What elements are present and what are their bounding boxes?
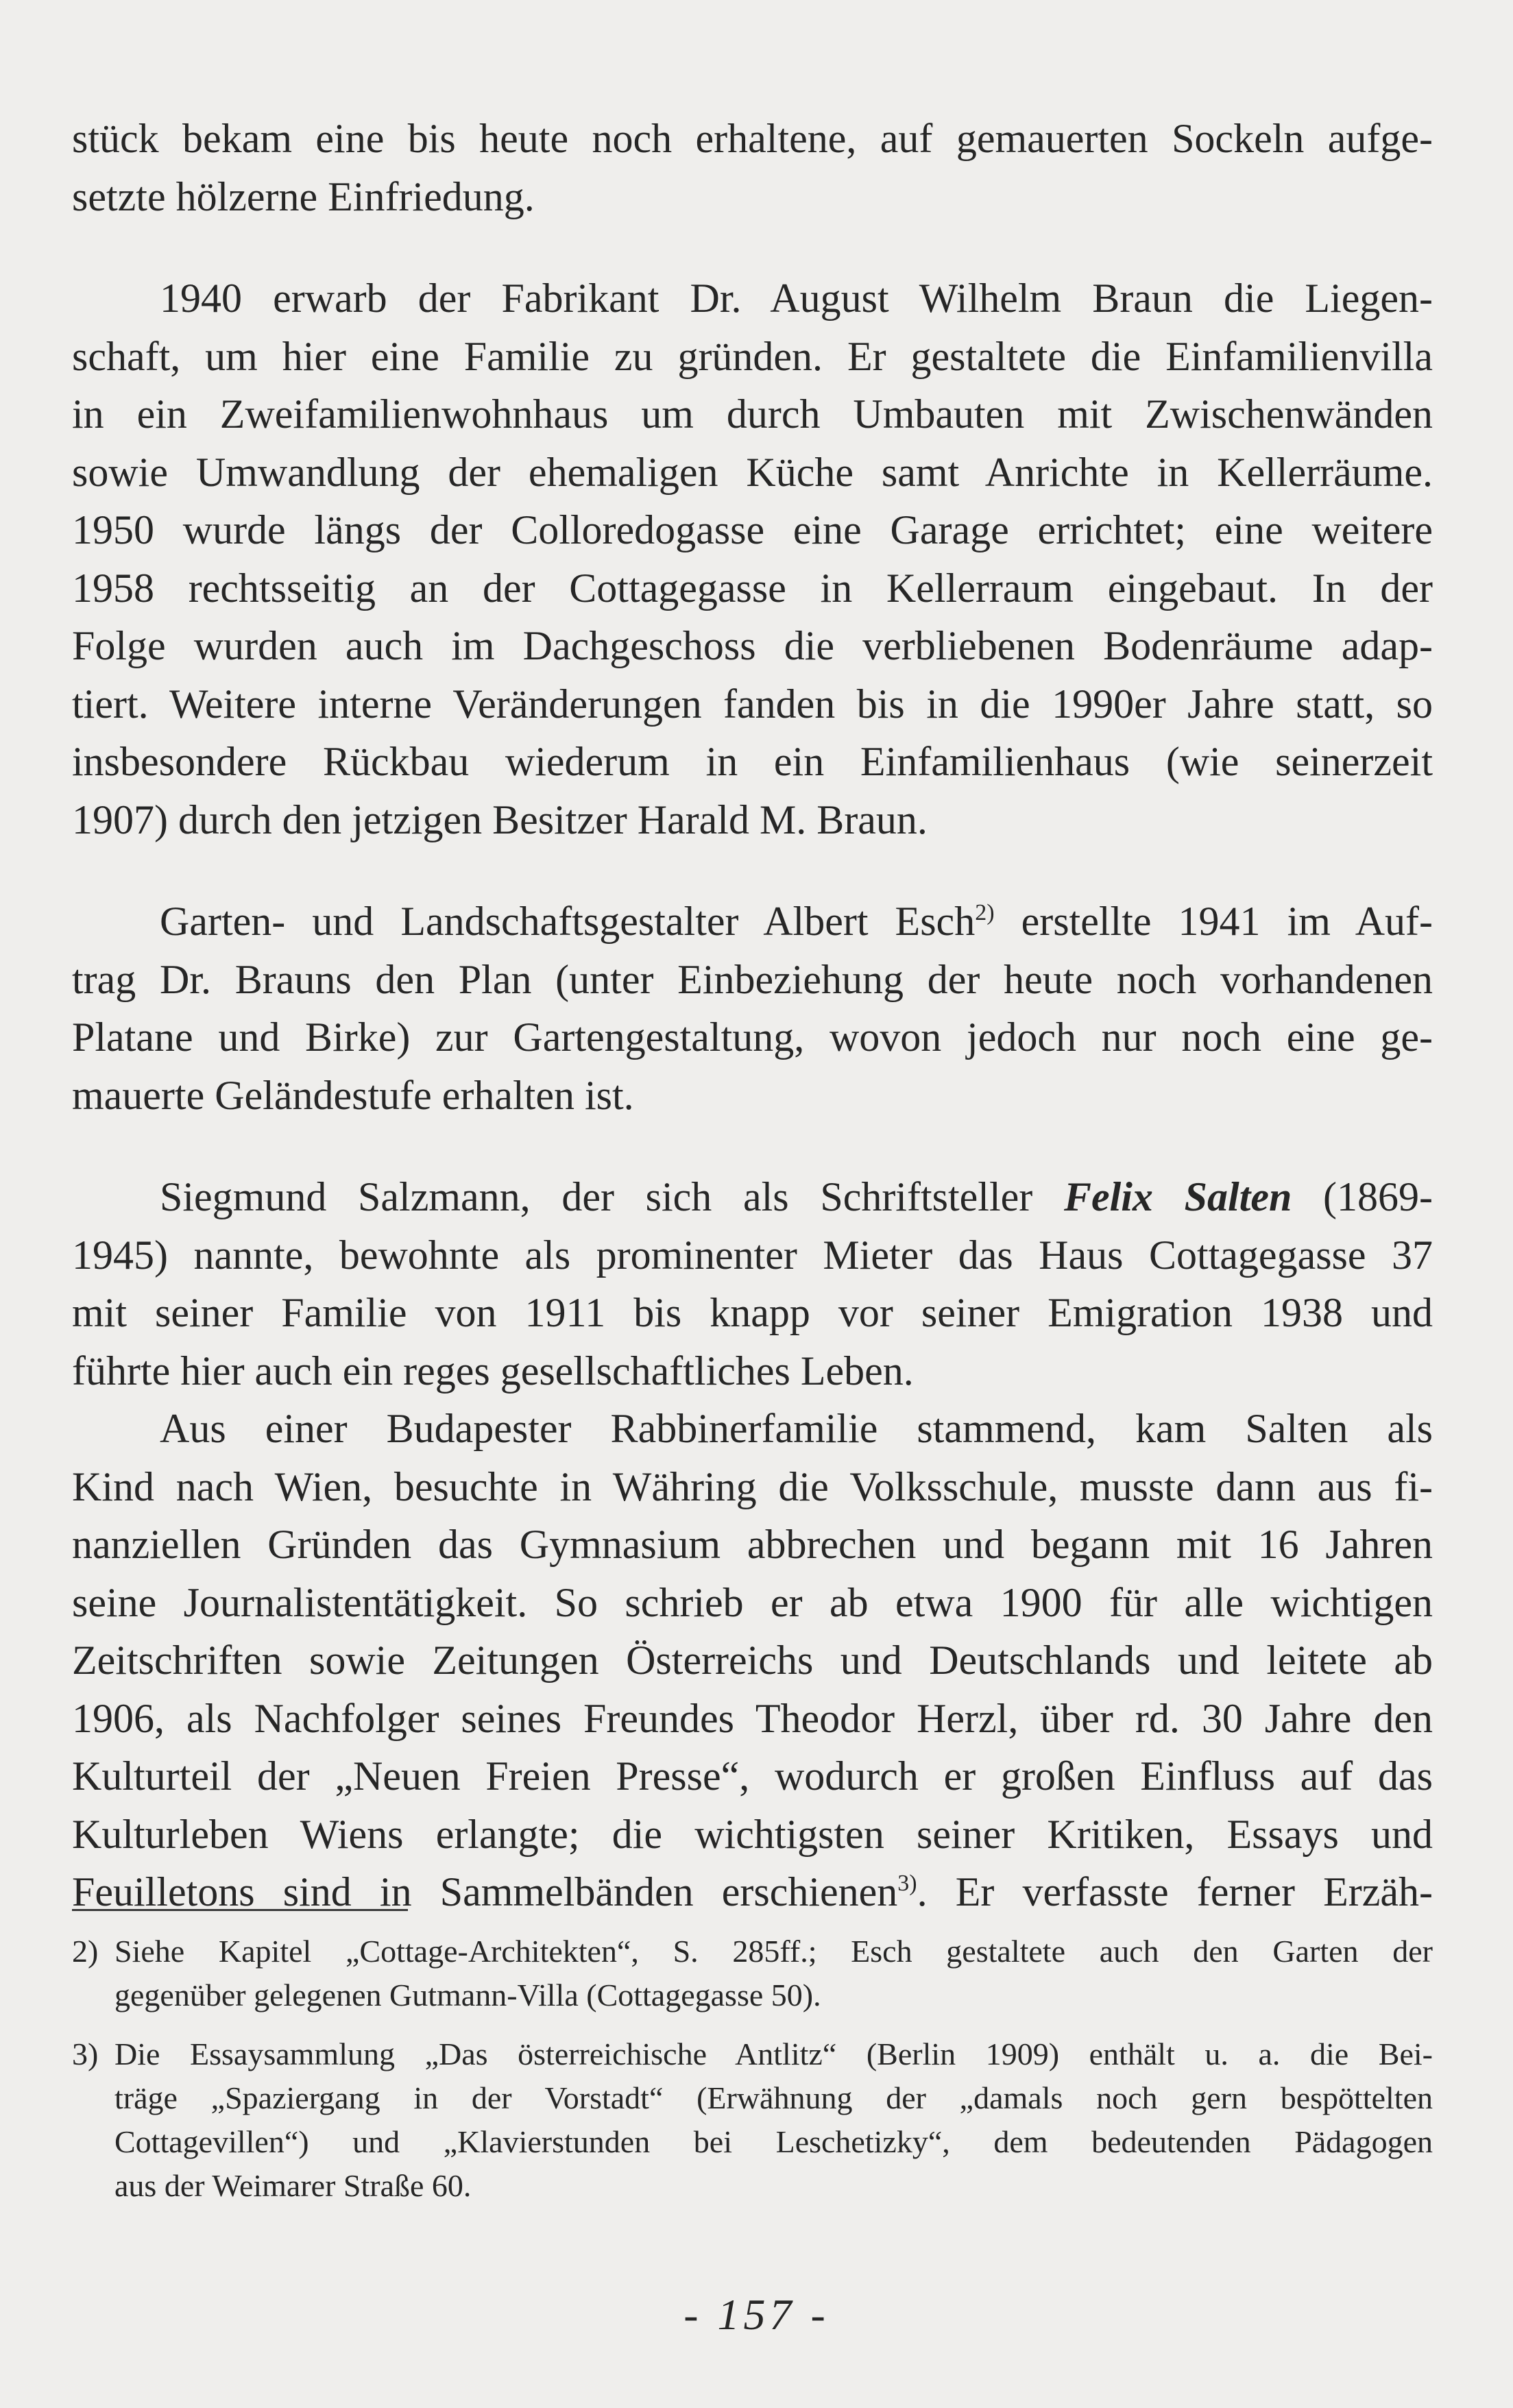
text-run: (1869-: [1292, 1174, 1433, 1219]
text-line: Aus einer Budapester Rabbinerfamilie stammend, kam Salten als: [160, 1406, 1433, 1451]
paragraph-3: [72, 892, 1433, 1124]
text-line: Kind nach Wien, besuchte in Währing die Volksschule, musste dann aus fi-: [72, 1463, 1433, 1509]
footnote-line: Die Essaysammlung „Das österreichische Antlitz“ (Berlin 1909) enthält u. a. die Bei-: [114, 2036, 1433, 2071]
footnote-3: [72, 2032, 1433, 2208]
footnote-2: [72, 1930, 1433, 2017]
footnote-divider: [72, 1909, 408, 1911]
footnote-line: gegenüber gelegenen Gutmann-Villa (Cottagegasse 50).: [114, 1978, 821, 2012]
text-line: tiert. Weitere interne Veränderungen fanden bis in die 1990er Jahre statt, so: [72, 681, 1433, 727]
body-text: [72, 110, 1433, 1921]
text-line: Kulturleben Wiens erlangte; die wichtigsten seiner Kritiken, Essays und: [72, 1811, 1433, 1857]
text-line: setzte hölzerne Einfriedung.: [72, 173, 535, 219]
paragraph-1: [72, 110, 1433, 226]
text-line: 1906, als Nachfolger seines Freundes Theodor Herzl, über rd. 30 Jahre den: [72, 1695, 1433, 1741]
footnote-ref-2: 2): [975, 900, 995, 925]
paragraph-4: [72, 1168, 1433, 1400]
text-line: nanziellen Gründen das Gymnasium abbrechen und begann mit 16 Jahren: [72, 1522, 1433, 1567]
text-line: Zeitschriften sowie Zeitungen Österreichs und Deutschlands und leitete ab: [72, 1638, 1433, 1683]
text-line: trag Dr. Brauns den Plan (unter Einbeziehung der heute noch vorhandenen: [72, 956, 1433, 1002]
paragraph-gap: [72, 849, 1433, 892]
text-line: mauerte Geländestufe erhalten ist.: [72, 1072, 634, 1118]
text-line: mit seiner Familie von 1911 bis knapp vor seiner Emigration 1938 und: [72, 1290, 1433, 1335]
text-line: in ein Zweifamilienwohnhaus um durch Umbauten mit Zwischenwänden: [72, 391, 1433, 437]
text-line: 1940 erwarb der Fabrikant Dr. August Wilhelm Braun die Liegen-: [160, 276, 1433, 321]
text-line: 1950 wurde längs der Colloredogasse eine Garage errichtet; eine weitere: [72, 507, 1433, 552]
footnote-number: 2): [72, 1934, 99, 1969]
text-run: Feuilletons sind in Sammelbänden erschienen: [72, 1869, 898, 1914]
footnotes: [72, 1930, 1433, 2223]
text-run: Siegmund Salzmann, der sich als Schriftsteller: [160, 1174, 1064, 1219]
paragraph-2: [72, 269, 1433, 849]
footnote-number: 3): [72, 2036, 99, 2071]
paragraph-gap: [72, 1124, 1433, 1168]
text-line: schaft, um hier eine Familie zu gründen. Er gestaltete die Einfamilienvilla: [72, 333, 1433, 379]
footnote-line: Cottagevillen“) und „Klavierstunden bei Leschetizky“, dem bedeutenden Pädagogen: [114, 2124, 1433, 2159]
footnote-line: träge „Spaziergang in der Vorstadt“ (Erwähnung der „damals noch gern bespöttelten: [114, 2080, 1433, 2115]
text-line: Kulturteil der „Neuen Freien Presse“, wodurch er großen Einfluss auf das: [72, 1753, 1433, 1799]
text-line: 1945) nannte, bewohnte als prominenter Mieter das Haus Cottagegasse 37: [72, 1232, 1433, 1278]
author-name: Felix Salten: [1063, 1174, 1292, 1219]
text-line: Folge wurden auch im Dachgeschoss die verbliebenen Bodenräume adap-: [72, 623, 1433, 668]
text-line: führte hier auch ein reges gesellschaftliches Leben.: [72, 1348, 914, 1394]
text-line: [72, 892, 1433, 951]
paragraph-5: [72, 1400, 1433, 1921]
text-run: . Er verfasste ferner Erzäh-: [917, 1869, 1433, 1914]
text-line: Platane und Birke) zur Gartengestaltung, wovon jedoch nur noch eine ge-: [72, 1014, 1433, 1060]
text-line: 1958 rechtsseitig an der Cottagegasse in Kellerraum eingebaut. In der: [72, 565, 1433, 611]
text-line: [72, 1168, 1433, 1226]
footnote-line: Siehe Kapitel „Cottage-Architekten“, S. 285ff.; Esch gestaltete auch den Garten der: [114, 1934, 1433, 1969]
footnote-line: aus der Weimarer Straße 60.: [114, 2168, 472, 2203]
text-line: insbesondere Rückbau wiederum in ein Einfamilienhaus (wie seinerzeit: [72, 739, 1433, 784]
text-line: 1907) durch den jetzigen Besitzer Harald M. Braun.: [72, 796, 928, 842]
text-line: seine Journalistentätigkeit. So schrieb er ab etwa 1900 für alle wichtigen: [72, 1579, 1433, 1625]
text-run: erstellte 1941 im Auf-: [994, 899, 1433, 944]
text-run: Garten- und Landschaftsgestalter Albert Esch: [160, 899, 976, 944]
footnote-ref-3: 3): [897, 1871, 917, 1896]
page-number: - 157 -: [683, 2290, 830, 2339]
text-line: stück bekam eine bis heute noch erhaltene, auf gemauerten Sockeln aufge-: [72, 116, 1433, 161]
text-line: sowie Umwandlung der ehemaligen Küche samt Anrichte in Kellerräume.: [72, 449, 1433, 495]
paragraph-gap: [72, 226, 1433, 269]
text-line: [72, 1863, 1433, 1921]
